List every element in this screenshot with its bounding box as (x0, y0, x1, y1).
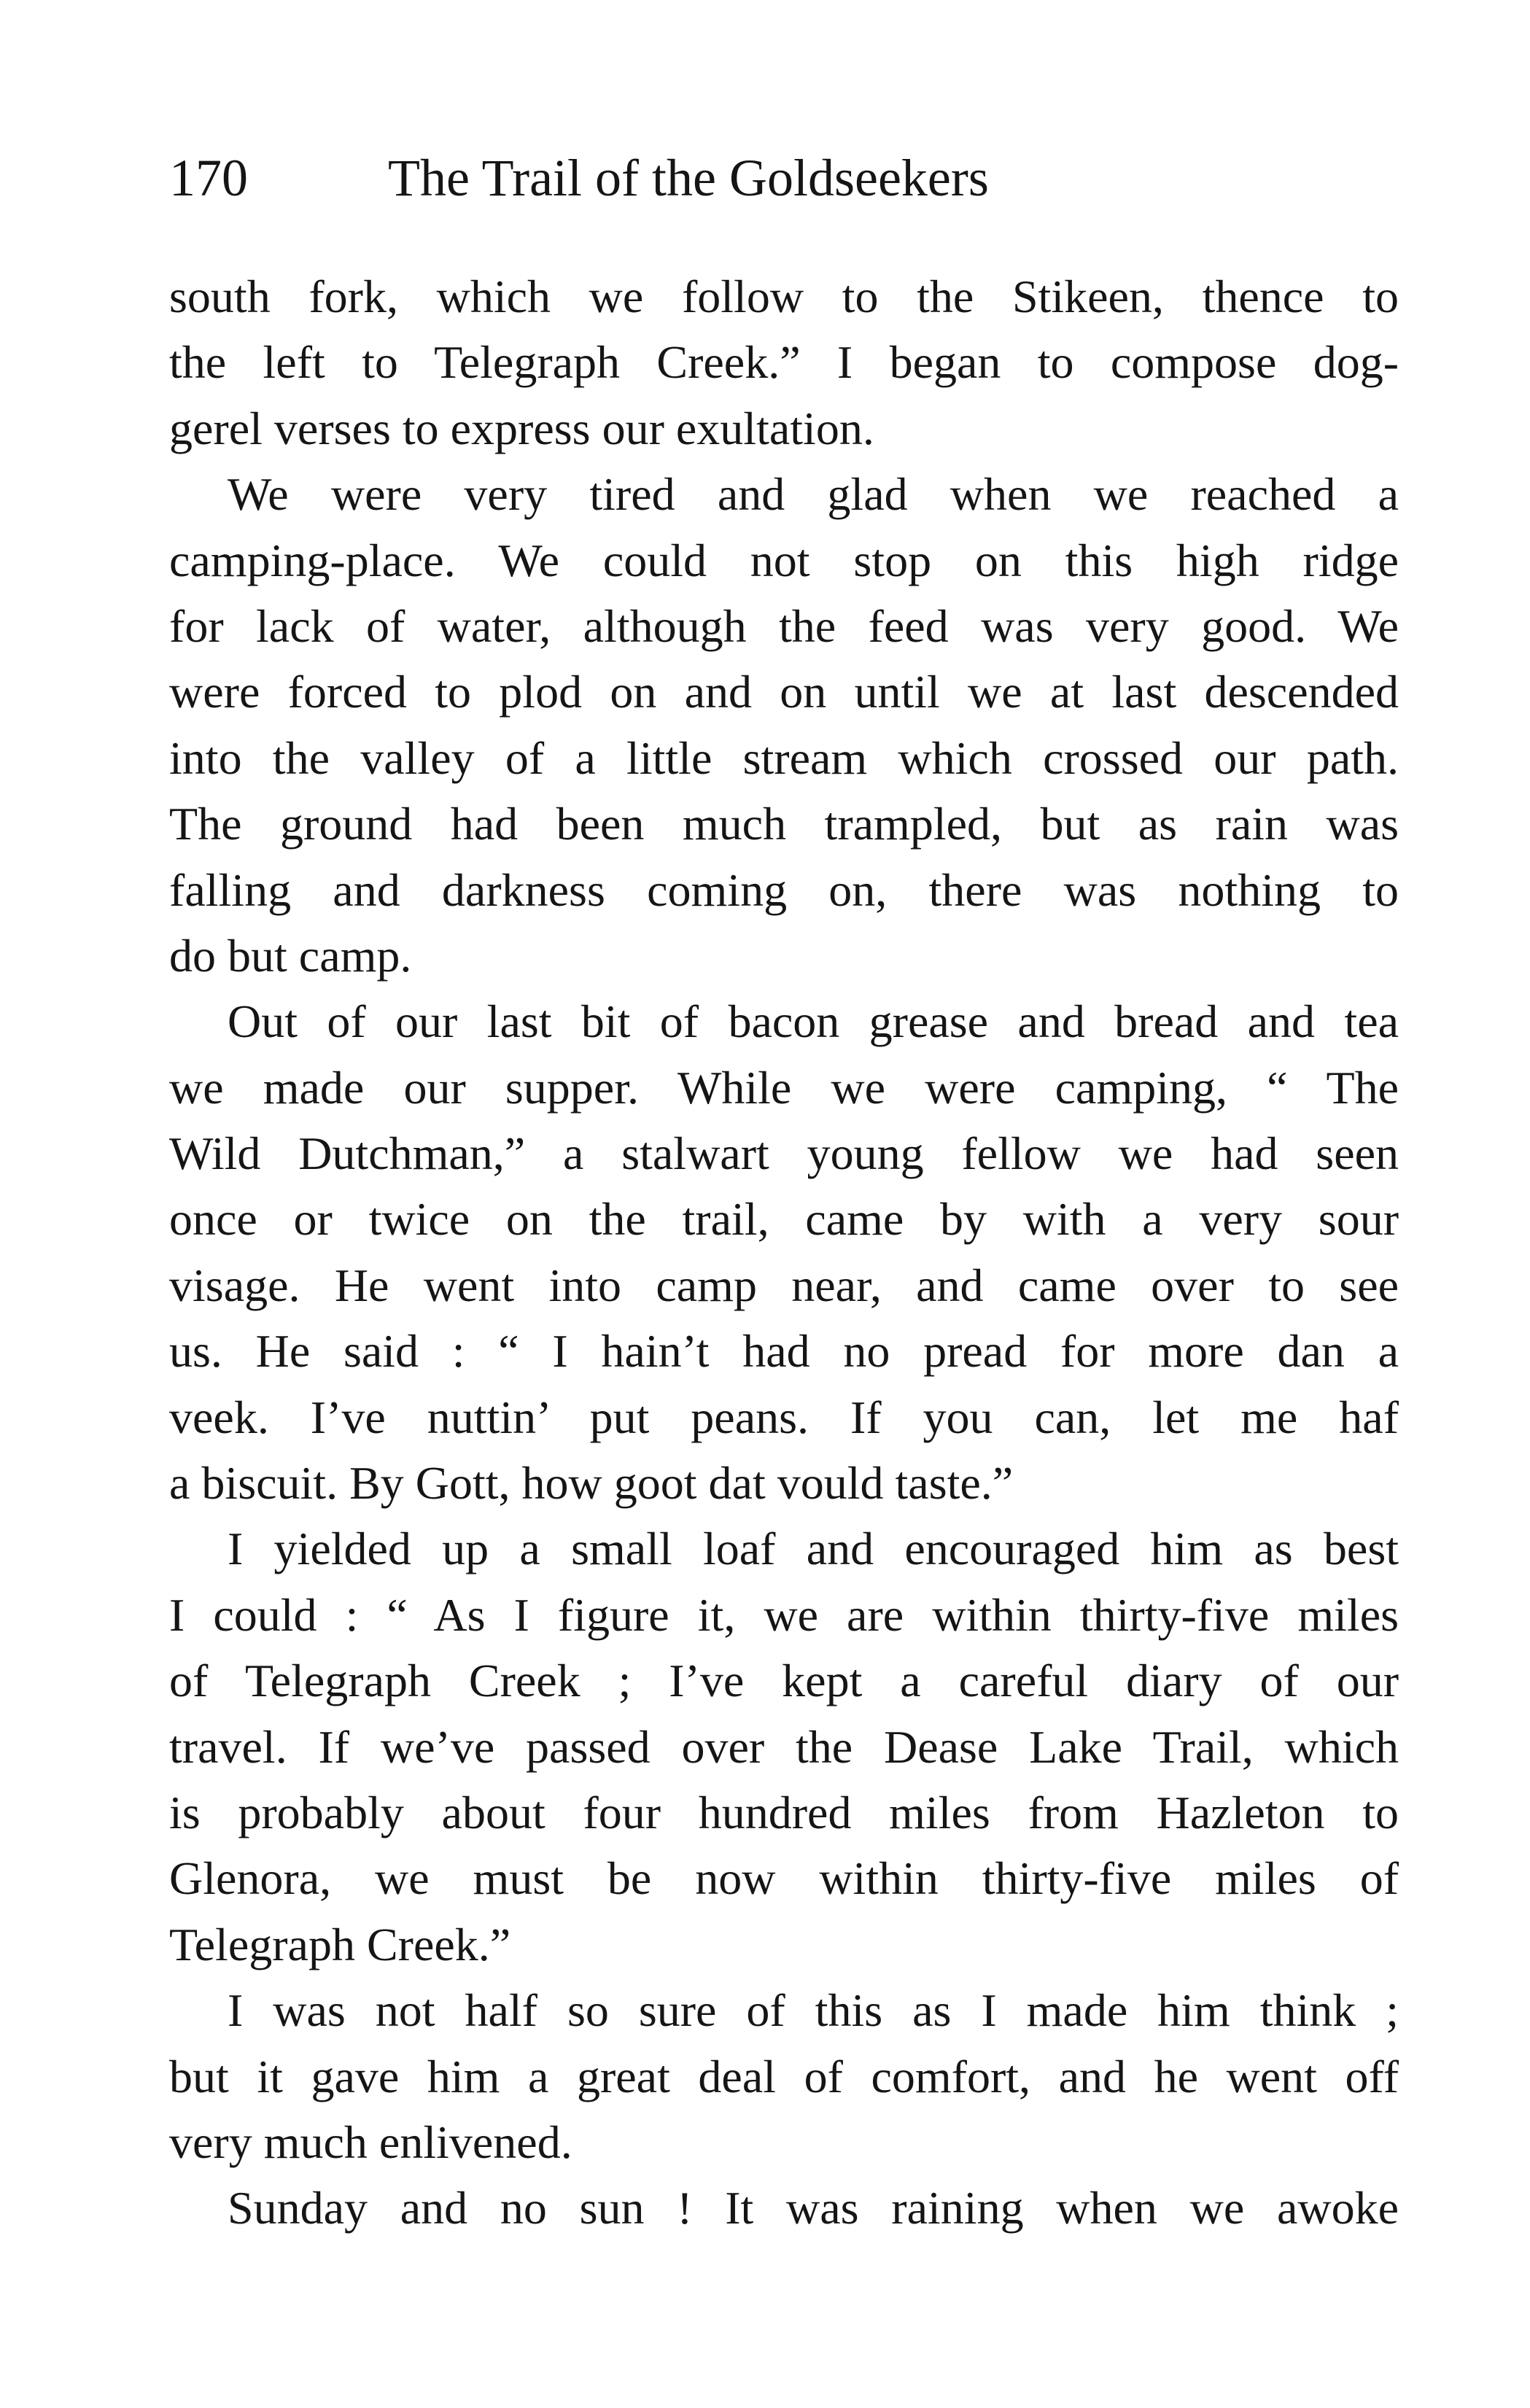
text-line: of Telegraph Creek ; I’ve kept a careful diary of our (169, 1655, 1399, 1707)
text-line: very much enlivened. (169, 2116, 572, 2168)
text-line: is probably about four hundred miles from Hazleton to (169, 1786, 1399, 1838)
text-line: falling and darkness coming on, there was nothing to (169, 863, 1399, 916)
running-title: The Trail of the Goldseekers (388, 149, 989, 207)
text-line: gerel verses to express our exultation. (169, 402, 874, 454)
text-line: veek. I’ve nuttin’ put peans. If you can, let me haf (169, 1391, 1399, 1443)
text-line: visage. He went into camp near, and came over to see (169, 1259, 1399, 1311)
text-line: south fork, which we follow to the Stikeen, thence to (169, 271, 1399, 322)
text-line: for lack of water, although the feed was very good. We (169, 599, 1399, 652)
page-header (169, 143, 1424, 213)
text-line: camping-place. We could not stop on this high ridge (169, 534, 1399, 586)
text-line: the left to Telegraph Creek.” I began to compose dog- (169, 336, 1399, 389)
body-text (169, 264, 1399, 2242)
text-line: We were very tired and glad when we reached a (228, 468, 1399, 521)
text-line: but it gave him a great deal of comfort, and he went off (169, 2050, 1399, 2102)
text-line: we made our supper. While we were camping, “ The (169, 1061, 1399, 1114)
text-line: Wild Dutchman,” a stalwart young fellow we had seen (169, 1127, 1399, 1180)
text-line: Out of our last bit of bacon grease and bread and tea (228, 995, 1399, 1048)
text-line: I was not half so sure of this as I made him think ; (228, 1984, 1399, 2037)
text-line: The ground had been much trampled, but as rain was (169, 798, 1399, 850)
page-number: 170 (169, 149, 248, 207)
text-line: travel. If we’ve passed over the Dease Lake Trail, which (169, 1720, 1399, 1773)
text-line: I yielded up a small loaf and encouraged him as best (228, 1523, 1399, 1575)
text-line: Telegraph Creek.” (169, 1918, 511, 1970)
text-line: do but camp. (169, 929, 412, 982)
text-line: Sunday and no sun ! It was raining when we awoke (228, 2182, 1399, 2234)
text-line: Glenora, we must be now within thirty-five miles of (169, 1852, 1399, 1905)
text-line: a biscuit. By Gott, how goot dat vould taste.” (169, 1457, 1014, 1510)
text-line: I could : “ As I figure it, we are within thirty-five miles (169, 1588, 1399, 1641)
text-line: us. He said : “ I hain’t had no pread for more dan a (169, 1325, 1399, 1378)
text-line: once or twice on the trail, came by with a very sour (169, 1193, 1399, 1246)
text-line: were forced to plod on and on until we at last descended (169, 666, 1399, 718)
text-line: into the valley of a little stream which crossed our path. (169, 731, 1399, 784)
